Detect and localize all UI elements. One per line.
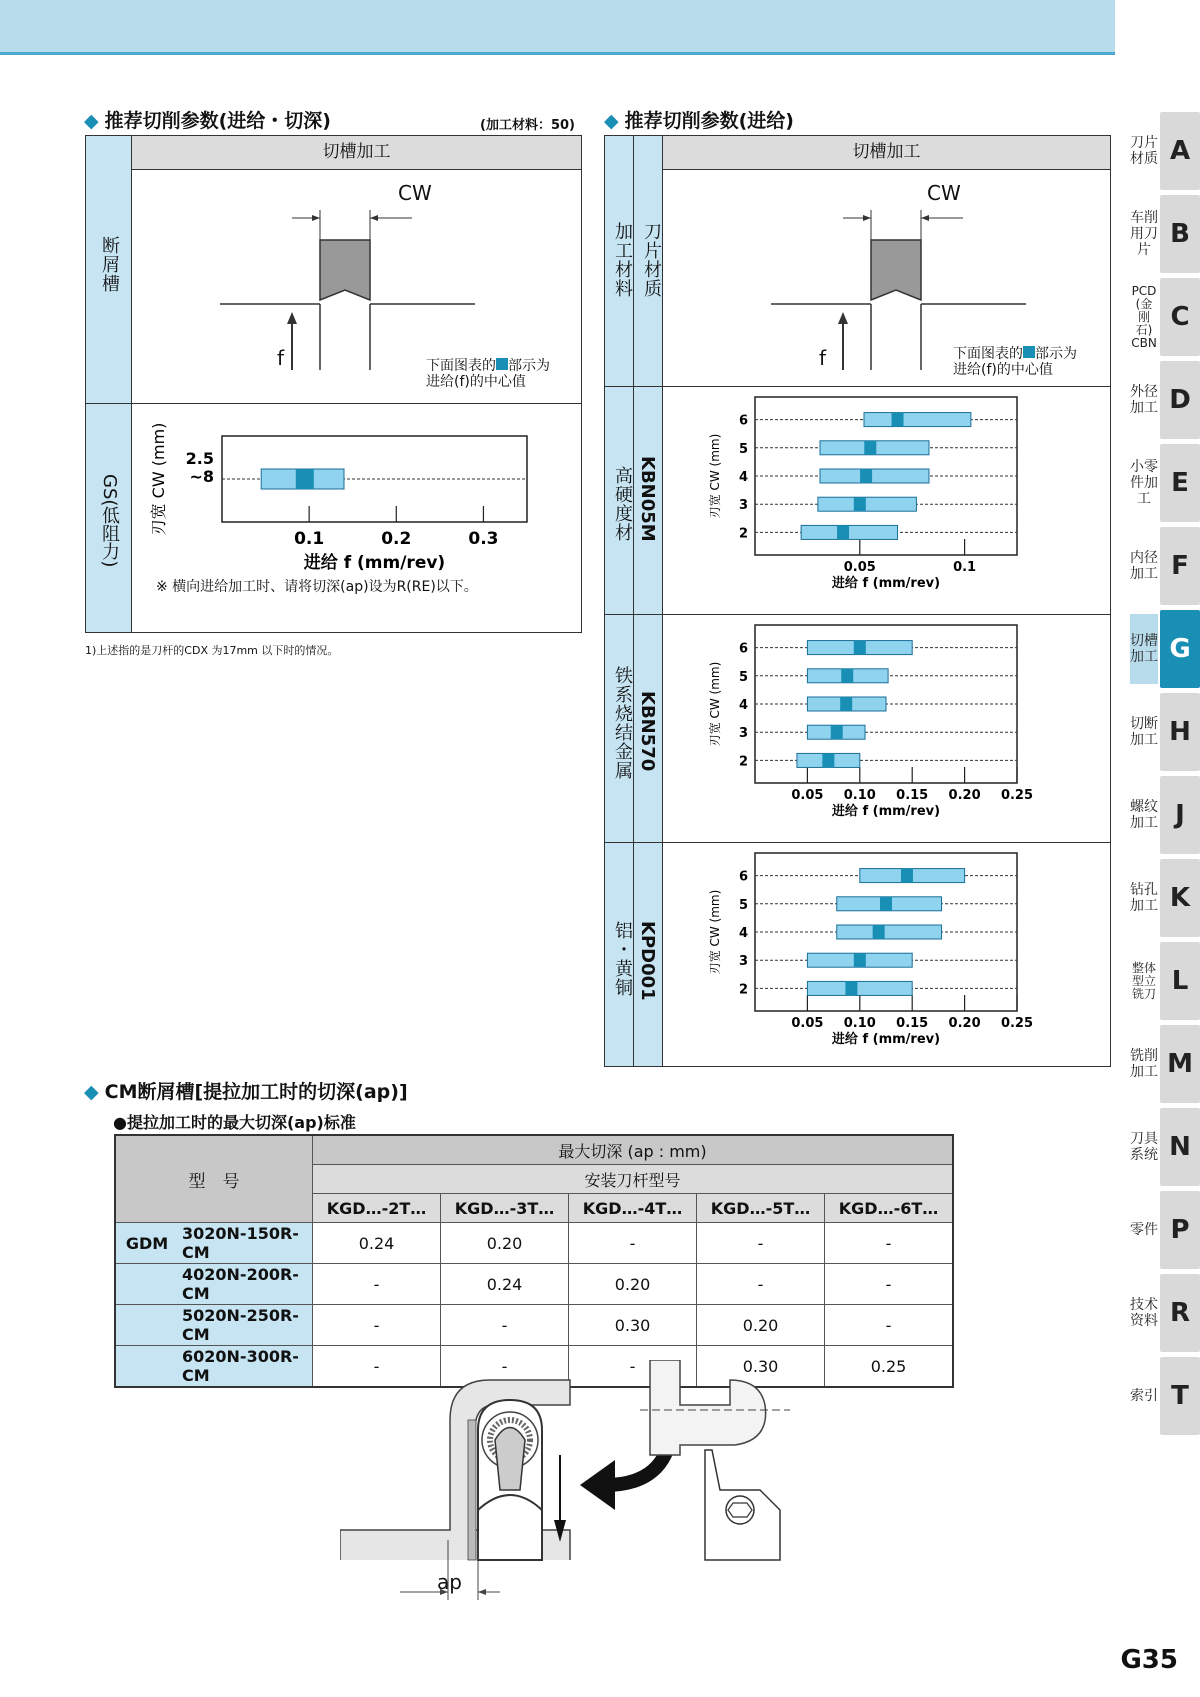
center-marker: [822, 753, 834, 767]
left-table: [85, 135, 582, 633]
caption-right: 下面图表的 部示为 进给(f)的中心值: [953, 346, 1077, 378]
tab-label-b: 车削用刀片: [1130, 210, 1158, 258]
material-label: 铁系烧结金属: [612, 666, 633, 780]
side-bottom-label: GS(低阻力): [99, 474, 120, 568]
tab-label-r: 技术资料: [1130, 1297, 1158, 1329]
y-tick-label: 6: [738, 413, 748, 429]
value-cell: -: [825, 1223, 954, 1264]
x-axis-label: 进给 f (mm/rev): [303, 553, 446, 573]
grade-label: KBN05M: [637, 456, 658, 542]
side-col1-label: 加工材料: [612, 222, 633, 298]
value-cell: -: [825, 1264, 954, 1305]
center-marker: [837, 525, 849, 539]
value-cell: -: [441, 1346, 569, 1388]
side-col2-label: 刀片材质: [641, 222, 662, 298]
y-axis-label: 刃宽 CW (mm): [708, 661, 722, 747]
grade-label: KPD001: [637, 921, 658, 1001]
tab-label-d: 外径加工: [1130, 384, 1158, 416]
center-marker: [831, 725, 843, 739]
right-header: 切槽加工: [663, 136, 1110, 170]
page-number: G35: [1120, 1645, 1178, 1675]
caption: 下面图表的 部示为 进给(f)的中心值: [426, 358, 550, 390]
x-tick-label: 0.25: [1000, 788, 1034, 803]
x-tick-label: 0.05: [843, 560, 876, 575]
left-chart: [132, 404, 581, 632]
table-row: [115, 1223, 953, 1264]
range-bar: [820, 469, 929, 483]
x-tick-label: 0.10: [843, 788, 876, 803]
left-section-title: ◆ 推荐切削参数(进给・切深): [84, 110, 331, 132]
value-cell: -: [825, 1305, 954, 1346]
tab-label-n: 刀具系统: [1130, 1131, 1158, 1163]
x-tick-label: 0.20: [948, 1016, 981, 1031]
material-label: 铝・黄铜: [612, 921, 633, 997]
range-bar: [837, 925, 942, 939]
value-cell: 0.30: [697, 1346, 825, 1388]
y-tick-label: 4: [738, 698, 748, 713]
x-axis-label: 进给 f (mm/rev): [831, 804, 941, 819]
cm-subtitle: ●提拉加工时的最大切深(ap)标准: [113, 1113, 356, 1132]
y-axis-label: 刃宽 CW (mm): [708, 433, 722, 519]
tab-p[interactable]: P: [1160, 1191, 1200, 1269]
tab-j[interactable]: J: [1160, 776, 1200, 854]
value-cell: 0.20: [569, 1264, 697, 1305]
x-tick-label: 0.25: [1000, 1016, 1034, 1031]
model-cell: 5020N-250R-CM: [178, 1305, 313, 1346]
value-cell: -: [697, 1223, 825, 1264]
center-marker: [880, 897, 892, 911]
tab-m[interactable]: M: [1160, 1025, 1200, 1103]
center-marker: [864, 441, 876, 455]
holder-header: KGD…-5T…: [697, 1194, 825, 1223]
model-header: 型 号: [115, 1135, 313, 1223]
model-prefix: [115, 1346, 178, 1388]
tab-label-e: 小零件加工: [1130, 459, 1158, 507]
grade-label: KBN570: [637, 691, 658, 772]
value-cell: 0.24: [441, 1264, 569, 1305]
value-cell: -: [569, 1346, 697, 1388]
f-label-right: f: [819, 346, 827, 370]
x-axis-label: 进给 f (mm/rev): [831, 576, 941, 591]
y-tick-label: 2: [738, 982, 748, 998]
material-note: (加工材料：50): [480, 118, 575, 133]
holder-header: KGD…-3T…: [441, 1194, 569, 1223]
tab-label-t: 索引: [1130, 1388, 1158, 1404]
table-row: [115, 1305, 953, 1346]
cw-label: CW: [398, 181, 432, 205]
x-tick-label: 0.05: [791, 788, 824, 803]
tab-t[interactable]: T: [1160, 1357, 1200, 1435]
value-cell: 0.25: [825, 1346, 954, 1388]
value-cell: -: [313, 1264, 441, 1305]
center-marker: [892, 413, 904, 427]
tab-r[interactable]: R: [1160, 1274, 1200, 1352]
y-tick-label: ~8: [189, 467, 214, 486]
tab-label-j: 螺纹加工: [1130, 799, 1158, 831]
diamond-icon: ◆: [84, 1081, 99, 1103]
right-table: [604, 135, 1111, 1067]
holder-header: KGD…-6T…: [825, 1194, 954, 1223]
tab-g[interactable]: G: [1160, 610, 1200, 688]
tab-k[interactable]: K: [1160, 859, 1200, 937]
tab-e[interactable]: E: [1160, 444, 1200, 522]
x-tick-label: 0.2: [381, 529, 412, 549]
range-bar: [801, 525, 897, 539]
chart-kpd001: [663, 843, 1110, 1066]
range-bar: [818, 497, 917, 511]
tab-f[interactable]: F: [1160, 527, 1200, 605]
center-marker: [854, 497, 866, 511]
value-cell: -: [441, 1305, 569, 1346]
model-prefix: [115, 1305, 178, 1346]
model-prefix: [115, 1264, 178, 1305]
center-marker: [841, 669, 853, 683]
model-cell: 4020N-200R-CM: [178, 1264, 313, 1305]
x-tick-label: 0.15: [896, 788, 929, 803]
center-marker: [854, 641, 866, 655]
value-cell: 0.20: [697, 1305, 825, 1346]
center-marker: [854, 953, 866, 967]
tab-a[interactable]: A: [1160, 112, 1200, 190]
tab-label-a: 刀片材质: [1130, 135, 1158, 167]
ap-label: ap: [437, 1570, 462, 1594]
top-band: [0, 0, 1115, 55]
diamond-icon: ◆: [84, 110, 99, 132]
x-axis-label: 进给 f (mm/rev): [831, 1032, 941, 1047]
model-prefix: GDM: [115, 1223, 178, 1264]
y-tick-label: 5: [738, 669, 748, 685]
cm-section-title: ◆ CM断屑槽[提拉加工时的切深(ap)]: [84, 1081, 408, 1103]
f-label: f: [277, 346, 285, 370]
y-tick-label: 5: [738, 897, 748, 913]
value-cell: -: [569, 1223, 697, 1264]
tab-label-p: 零件: [1130, 1222, 1158, 1238]
left-header: 切槽加工: [132, 136, 581, 170]
note-text: ※ 横向进给加工时、请将切深(ap)设为R(RE)以下。: [156, 579, 478, 595]
value-cell: 0.30: [569, 1305, 697, 1346]
tab-c[interactable]: C: [1160, 278, 1200, 356]
holder-type-header: 安装刀杆型号: [313, 1165, 954, 1194]
value-cell: -: [313, 1346, 441, 1388]
side-top-cell: [86, 136, 132, 404]
max-depth-header: 最大切深 (ap : mm): [313, 1135, 954, 1165]
tab-l[interactable]: L: [1160, 942, 1200, 1020]
x-tick-label: 0.05: [791, 1016, 824, 1031]
tab-d[interactable]: D: [1160, 361, 1200, 439]
range-bar: [807, 981, 912, 995]
y-tick-label: 2.5: [185, 449, 214, 468]
value-cell: 0.20: [441, 1223, 569, 1264]
x-tick-label: 0.10: [843, 1016, 876, 1031]
value-cell: -: [313, 1305, 441, 1346]
chart-kbn05m: [663, 387, 1110, 614]
y-tick-label: 6: [738, 869, 748, 885]
tab-b[interactable]: B: [1160, 195, 1200, 273]
right-section-title: ◆ 推荐切削参数(进给): [604, 110, 794, 132]
y-axis-label: 刃宽 CW (mm): [149, 422, 168, 536]
ap-table: [114, 1134, 954, 1388]
table-row: [115, 1264, 953, 1305]
chart-kbn570: [663, 615, 1110, 842]
y-tick-label: 3: [738, 498, 748, 514]
x-tick-label: 0.3: [468, 529, 499, 549]
model-cell: 3020N-150R-CM: [178, 1223, 313, 1264]
center-marker: [840, 697, 852, 711]
holder-header: KGD…-2T…: [313, 1194, 441, 1223]
y-axis-label: 刃宽 CW (mm): [708, 889, 722, 975]
holder-header: KGD…-4T…: [569, 1194, 697, 1223]
center-marker-icon: [1023, 346, 1035, 358]
y-tick-label: 4: [738, 470, 748, 485]
tab-label-l: 整体型立铣刀: [1131, 960, 1156, 1001]
tab-label-m: 铣削加工: [1130, 1048, 1158, 1080]
side-bottom-cell: [86, 404, 132, 632]
x-tick-label: 0.20: [948, 788, 981, 803]
y-tick-label: 2: [738, 526, 748, 542]
center-marker-icon: [496, 358, 508, 370]
tab-label-h: 切断加工: [1130, 716, 1158, 748]
y-tick-label: 4: [738, 926, 748, 941]
x-tick-label: 0.15: [896, 1016, 929, 1031]
tab-label-g: 切槽加工: [1130, 614, 1158, 684]
tab-label-c: PCD(金刚石) CBN: [1131, 283, 1157, 350]
value-cell: 0.24: [313, 1223, 441, 1264]
center-marker: [296, 469, 314, 489]
center-marker: [873, 925, 885, 939]
cw-label-right: CW: [927, 181, 961, 205]
y-tick-label: 2: [738, 754, 748, 770]
footnote: 1)上述指的是刀杆的CDX 为17mm 以下时的情况。: [85, 644, 339, 657]
y-tick-label: 6: [738, 641, 748, 657]
material-label: 高硬度材: [612, 466, 633, 542]
diamond-icon: ◆: [604, 110, 619, 132]
center-marker: [860, 469, 872, 483]
tab-h[interactable]: H: [1160, 693, 1200, 771]
range-bar: [864, 413, 971, 427]
y-tick-label: 3: [738, 954, 748, 970]
pull-machining-illustration: [340, 1360, 810, 1610]
tab-label-k: 钻孔加工: [1130, 882, 1158, 914]
tab-label-f: 内径加工: [1130, 550, 1158, 582]
side-top-label: 断屑槽: [99, 236, 120, 293]
value-cell: -: [697, 1264, 825, 1305]
center-marker: [901, 869, 913, 883]
model-cell: 6020N-300R-CM: [178, 1346, 313, 1388]
center-marker: [845, 981, 857, 995]
x-tick-label: 0.1: [953, 560, 977, 575]
y-tick-label: 5: [738, 441, 748, 457]
y-tick-label: 3: [738, 726, 748, 742]
tab-n[interactable]: N: [1160, 1108, 1200, 1186]
x-tick-label: 0.1: [294, 529, 325, 549]
